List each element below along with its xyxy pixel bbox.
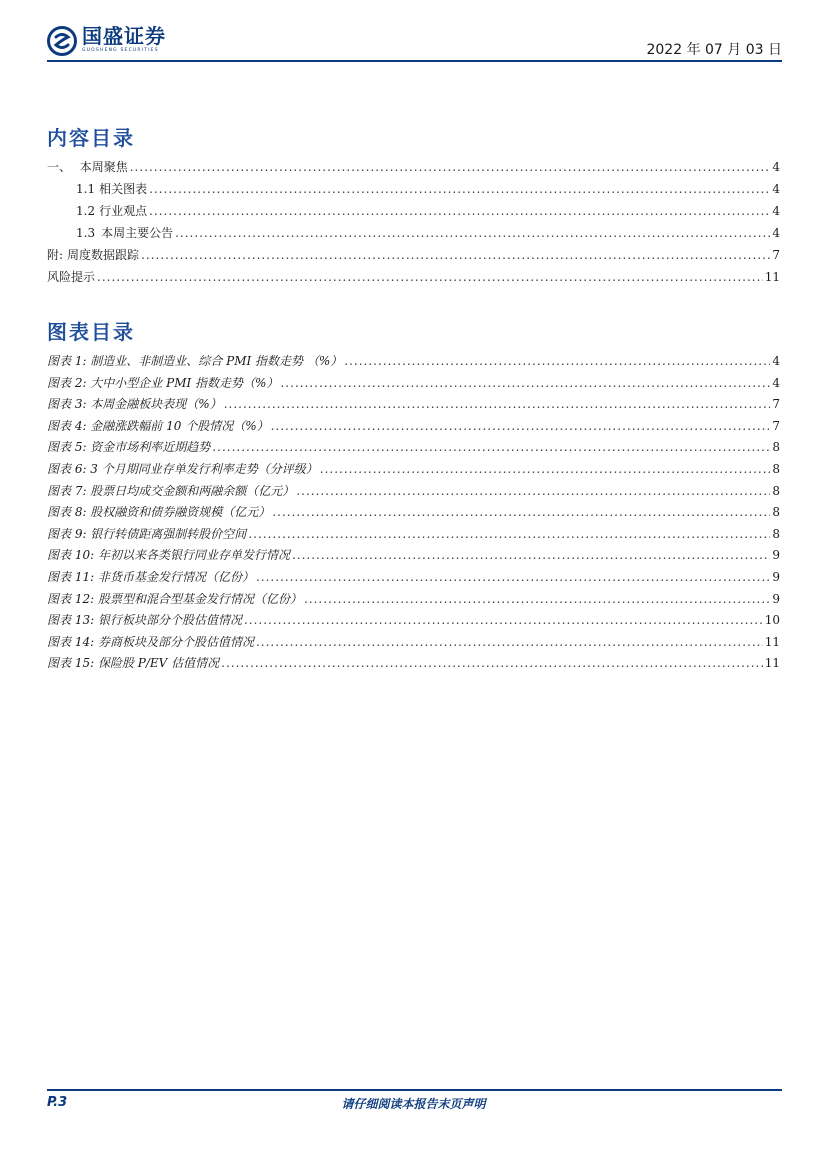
figure-item-label: 图表 6: 3 个月期同业存单发行利率走势（分评级）: [47, 461, 318, 476]
header-divider: [47, 60, 782, 62]
disclaimer-note: 请仔细阅读本报告末页声明: [341, 1097, 486, 1111]
figure-item-label: 图表 7: 股票日均成交金额和两融余额（亿元）: [47, 483, 295, 498]
figure-item[interactable]: [47, 611, 780, 633]
toc-leader-dots: [296, 484, 770, 498]
figure-item-page: 9: [772, 548, 780, 563]
figure-item-label: 图表 4: 金融涨跌幅前 10 个股情况（%）: [47, 418, 269, 433]
figure-item-page: 11: [764, 656, 780, 671]
figure-item-label: 图表 1: 制造业、非制造业、综合 PMI 指数走势 （%）: [47, 354, 343, 368]
figure-list-title: 图表目录: [47, 320, 135, 344]
figure-item[interactable]: [47, 568, 780, 590]
figure-item[interactable]: [47, 503, 780, 525]
toc-item-page: 4: [772, 204, 780, 218]
page-number: P.3: [47, 1095, 68, 1110]
figure-item[interactable]: [47, 633, 780, 655]
footer-divider: [47, 1089, 782, 1091]
toc-item[interactable]: [47, 202, 780, 224]
figure-item-label: 图表 15: 保险股 P/EV 估值情况: [47, 656, 220, 671]
toc-leader-dots: [271, 419, 771, 433]
toc-item[interactable]: [47, 180, 780, 202]
toc-item[interactable]: [47, 268, 780, 290]
toc-item-page: 4: [772, 226, 780, 240]
figure-item[interactable]: [47, 590, 780, 612]
toc-item-page: 11: [764, 270, 780, 284]
toc-item[interactable]: [47, 246, 780, 268]
toc-leader-dots: [224, 397, 771, 411]
toc-item-number: 1.2: [76, 204, 96, 218]
toc-item-label: 本周聚焦: [79, 160, 128, 174]
toc-leader-dots: [244, 613, 763, 627]
toc-leader-dots: [175, 226, 770, 240]
toc-item-page: 7: [772, 248, 780, 262]
figure-item-page: 10: [764, 613, 780, 628]
report-date: 2022 年 07 月 03 日: [646, 42, 782, 58]
figure-item-label: 图表 5: 资金市场利率近期趋势: [47, 440, 211, 455]
toc-item-number: 1.1: [76, 182, 96, 196]
company-logo: [47, 24, 166, 60]
toc-item[interactable]: [47, 158, 780, 180]
toc-item-label: 行业观点: [99, 204, 148, 218]
figure-item-page: 8: [772, 440, 780, 455]
figure-item-page: 4: [772, 375, 780, 390]
toc-leader-dots: [320, 462, 771, 476]
figure-item-label: 图表 8: 股权融资和债券融资规模（亿元）: [47, 505, 271, 520]
figure-item[interactable]: [47, 395, 780, 417]
toc-item-label: 本周主要公告: [101, 226, 174, 240]
figure-item[interactable]: [47, 460, 780, 482]
figure-item[interactable]: [47, 352, 780, 374]
toc-leader-dots: [130, 160, 771, 174]
figure-item-page: 7: [772, 418, 780, 433]
figure-item-label: 图表 2: 大中小型企业 PMI 指数走势（%）: [47, 375, 279, 390]
figure-item-label: 图表 11: 非货币基金发行情况（亿份）: [47, 569, 254, 584]
figure-item[interactable]: [47, 482, 780, 504]
toc-item-page: 4: [772, 182, 780, 196]
figure-item[interactable]: [47, 654, 780, 676]
figure-item[interactable]: [47, 417, 780, 439]
logo-text: 国盛证券: [82, 24, 166, 48]
toc-leader-dots: [149, 182, 770, 196]
toc-title: 内容目录: [47, 126, 135, 150]
toc-leader-dots: [256, 570, 770, 584]
toc-item-label: 相关图表: [99, 182, 148, 196]
toc-leader-dots: [292, 548, 770, 562]
page-header: [47, 24, 782, 62]
figure-item-page: 9: [772, 569, 780, 584]
figure-item[interactable]: [47, 374, 780, 396]
figure-item-page: 11: [764, 634, 780, 649]
toc-leader-dots: [304, 592, 770, 606]
figure-item[interactable]: [47, 525, 780, 547]
toc-item-number: 1.3: [76, 226, 96, 240]
toc-leader-dots: [248, 527, 770, 541]
toc-leader-dots: [221, 656, 763, 670]
toc-item[interactable]: [47, 224, 780, 246]
figure-item-page: 9: [772, 591, 780, 606]
toc-leader-dots: [149, 204, 770, 218]
figure-item-page: 8: [772, 483, 780, 498]
toc-leader-dots: [97, 270, 763, 284]
toc-leader-dots: [272, 505, 770, 519]
toc-leader-dots: [256, 635, 763, 649]
figure-list: [47, 352, 780, 676]
figure-item[interactable]: [47, 546, 780, 568]
toc-leader-dots: [141, 248, 770, 262]
figure-item-page: 8: [772, 461, 780, 476]
figure-item-label: 图表 13: 银行板块部分个股估值情况: [47, 613, 242, 628]
figure-item[interactable]: [47, 438, 780, 460]
figure-item-page: 8: [772, 526, 780, 541]
figure-item-label: 图表 14: 券商板块及部分个股估值情况: [47, 634, 254, 649]
toc-item-label: 风险提示: [47, 270, 96, 284]
figure-item-page: 4: [772, 354, 780, 368]
toc-leader-dots: [212, 440, 770, 454]
toc-leader-dots: [280, 376, 770, 390]
toc-leader-dots: [344, 354, 770, 368]
figure-item-page: 7: [772, 397, 780, 412]
figure-item-label: 图表 9: 银行转债距离强制转股价空间: [47, 526, 247, 541]
figure-item-label: 图表 12: 股票型和混合型基金发行情况（亿份）: [47, 591, 302, 606]
figure-item-label: 图表 10: 年初以来各类银行同业存单发行情况: [47, 548, 290, 563]
toc-list: [47, 158, 780, 290]
figure-item-page: 8: [772, 505, 780, 520]
logo-subtext: GUOSHENG SECURITIES: [82, 48, 159, 53]
logo-mark-icon: [47, 26, 77, 56]
toc-item-label: 周度数据跟踪: [67, 248, 140, 262]
toc-item-number: 附:: [47, 248, 64, 262]
toc-item-page: 4: [772, 160, 780, 174]
figure-item-label: 图表 3: 本周金融板块表现（%）: [47, 397, 222, 412]
toc-item-number: 一、: [47, 160, 72, 174]
